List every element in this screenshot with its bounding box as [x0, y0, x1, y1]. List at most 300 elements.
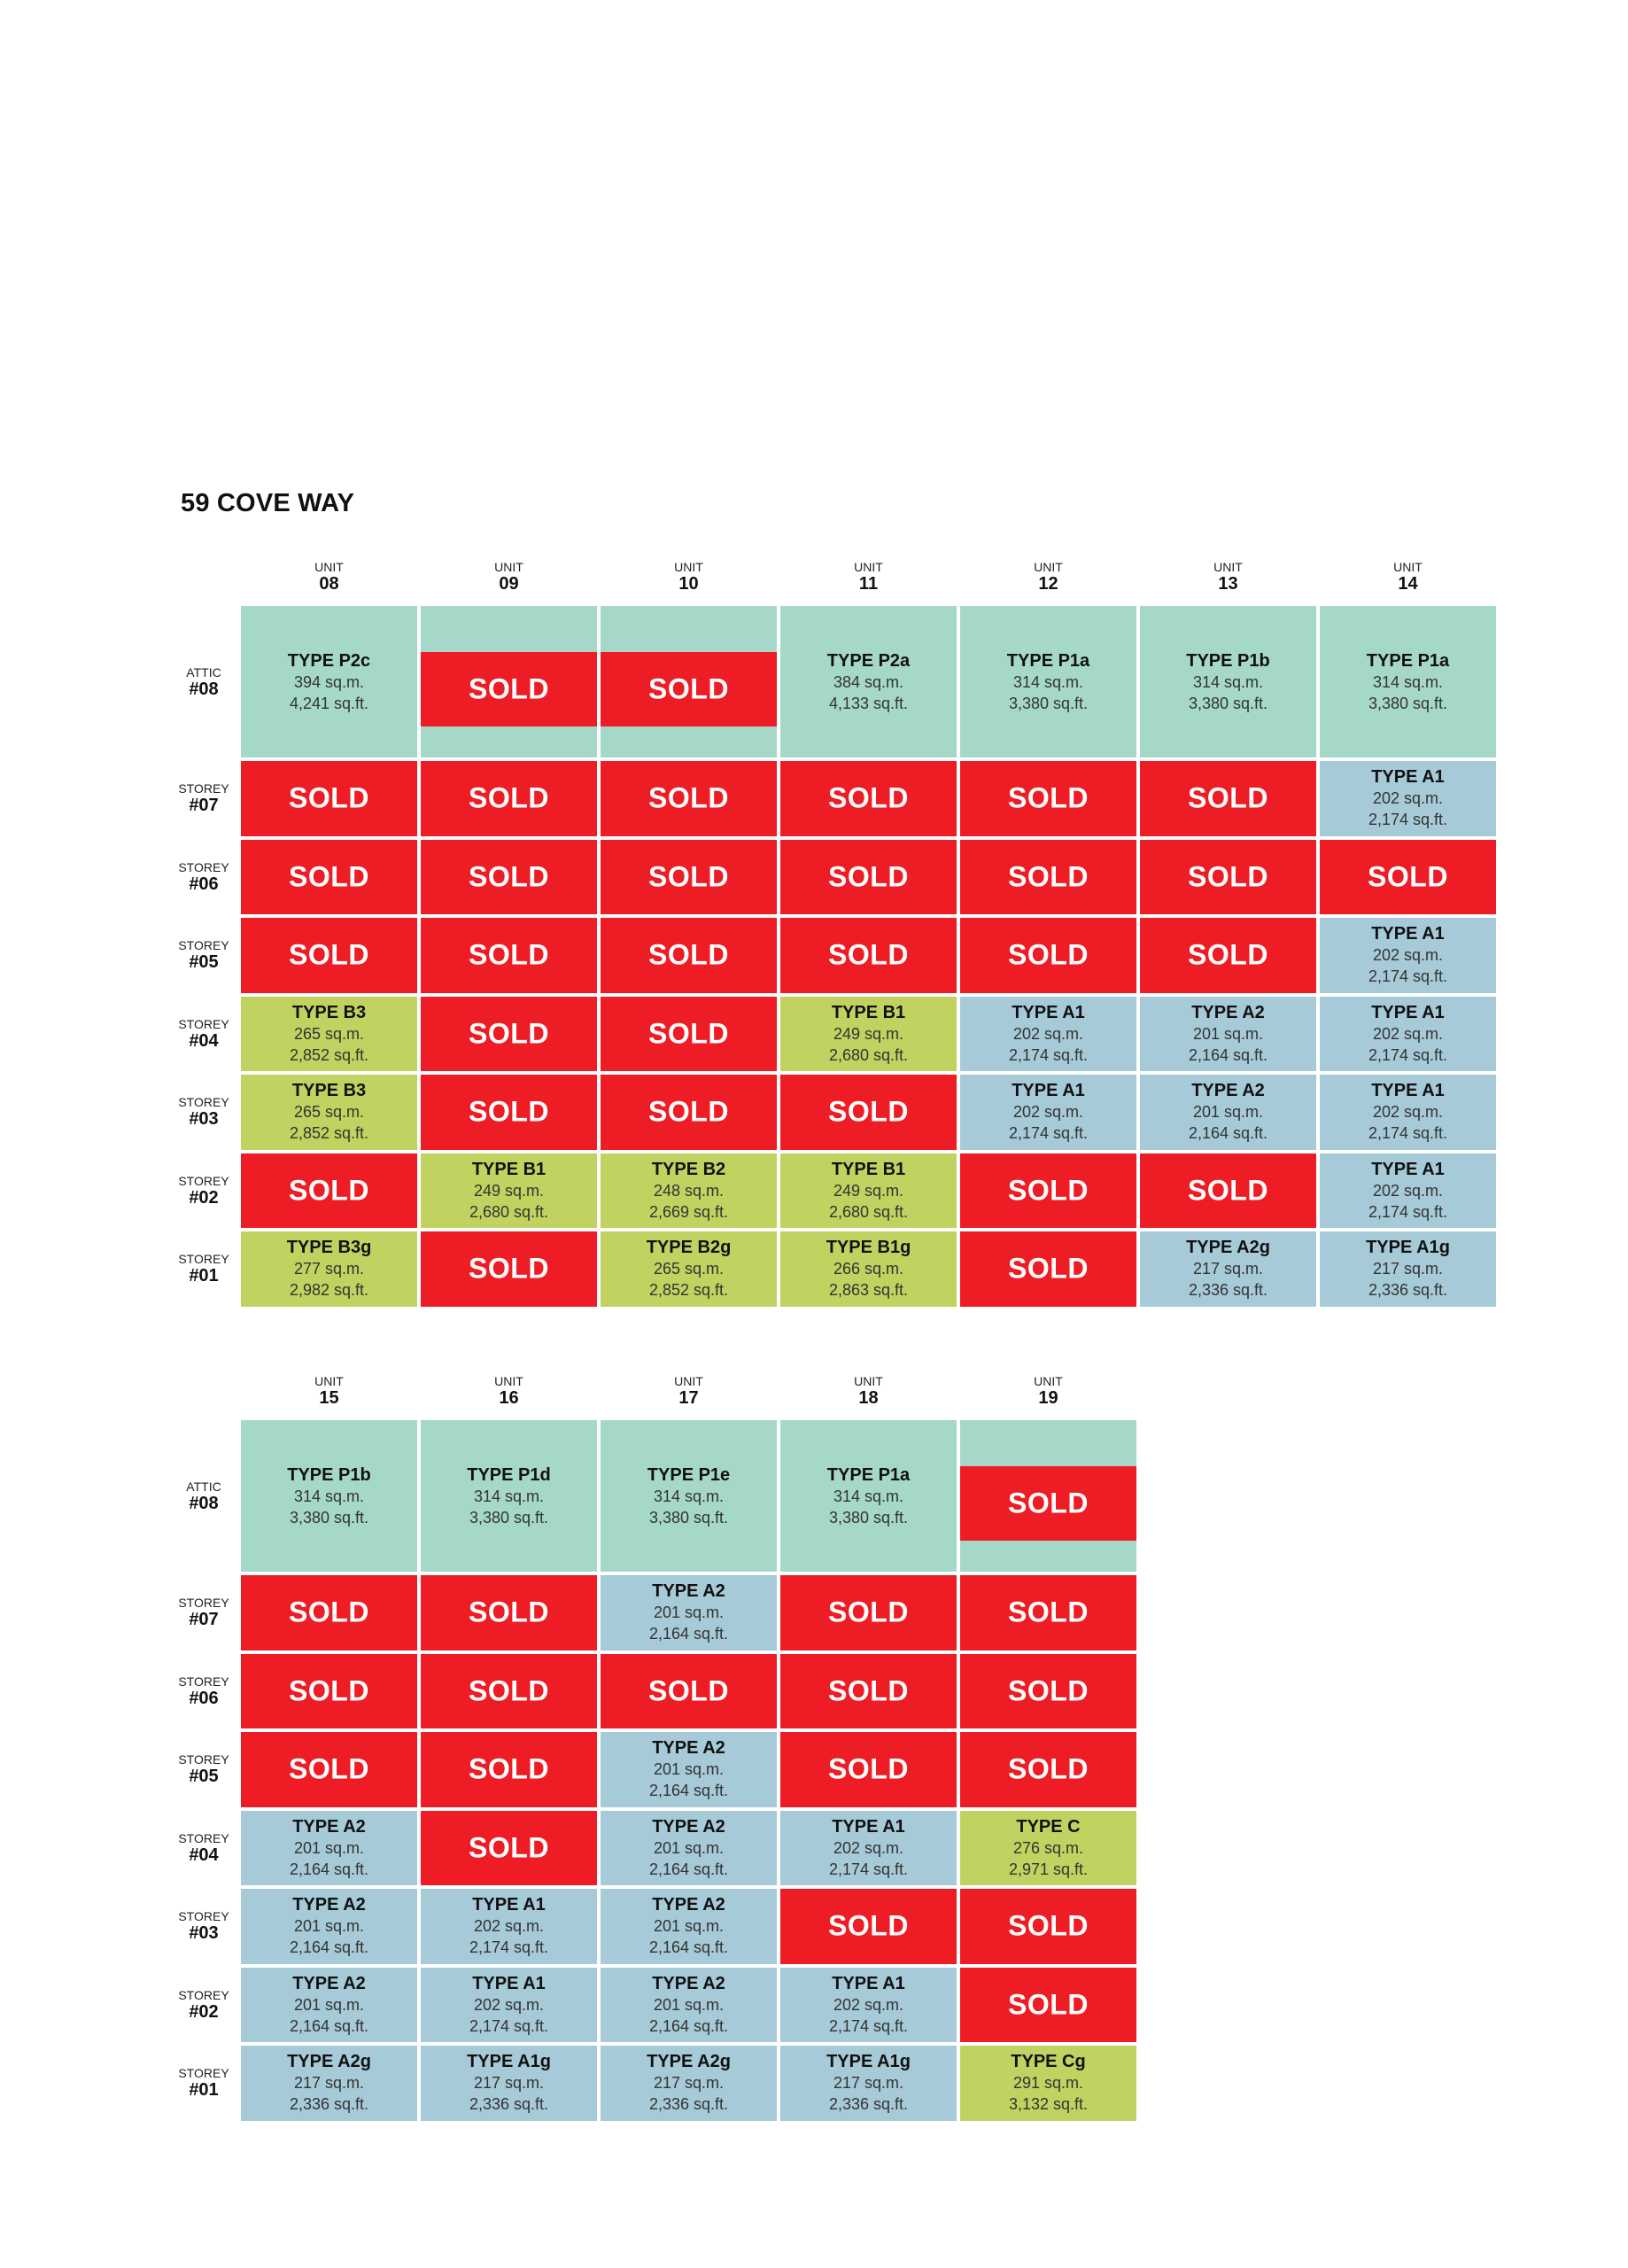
unit-info — [780, 1816, 957, 1880]
unit-area-sqft: 2,164 sq.ft. — [648, 2016, 729, 2035]
unit-cell-available[interactable] — [958, 1073, 1138, 1152]
unit-cell-available[interactable] — [419, 1966, 599, 2045]
sold-label: SOLD — [1368, 860, 1448, 893]
unit-word-label: UNIT — [1213, 560, 1243, 574]
unit-info — [421, 2051, 597, 2115]
unit-cell-sold[interactable] — [599, 1652, 779, 1731]
unit-area-sqft: 4,241 sq.ft. — [289, 694, 369, 712]
unit-type: TYPE P1a — [826, 1464, 911, 1485]
unit-cell-sold[interactable] — [239, 838, 419, 917]
unit-cell-available[interactable] — [239, 604, 419, 759]
level-number: #06 — [189, 1688, 219, 1708]
storey-row-label — [168, 1988, 239, 2022]
unit-header — [239, 1374, 419, 1408]
unit-cell-available[interactable] — [779, 1966, 958, 2045]
level-kind-label: STOREY — [178, 781, 229, 796]
sold-label: SOLD — [828, 1596, 909, 1628]
sold-label: SOLD — [828, 1674, 909, 1707]
unit-cell-sold[interactable] — [958, 759, 1138, 838]
unit-area-sqft: 2,164 sq.ft. — [289, 1938, 369, 1957]
unit-area-sqm: 217 sq.m. — [1192, 1260, 1264, 1278]
sold-label: SOLD — [469, 1752, 549, 1785]
sold-label: SOLD — [1008, 1487, 1089, 1519]
unit-cell-sold[interactable] — [419, 916, 599, 995]
storey-row-label — [168, 2066, 239, 2100]
unit-cell-available[interactable] — [779, 1152, 958, 1231]
level-number: #03 — [189, 1923, 219, 1944]
unit-area-sqm: 265 sq.m. — [293, 1103, 365, 1122]
unit-cell-available[interactable] — [1318, 759, 1498, 838]
unit-info — [960, 2051, 1136, 2115]
sold-banner — [421, 652, 597, 726]
unit-area-sqm: 201 sq.m. — [1192, 1024, 1264, 1043]
unit-cell-sold[interactable] — [239, 1152, 419, 1231]
level-kind-label: STOREY — [178, 1596, 229, 1611]
unit-info — [1320, 1002, 1496, 1066]
unit-area-sqm: 314 sq.m. — [1372, 672, 1444, 691]
unit-cell-sold[interactable] — [958, 1418, 1138, 1573]
sold-label: SOLD — [828, 781, 909, 814]
unit-info — [241, 1973, 417, 2037]
unit-cell-sold[interactable] — [958, 1152, 1138, 1231]
level-number: #08 — [189, 679, 219, 699]
unit-cell-sold[interactable] — [779, 1652, 958, 1731]
unit-cell-available[interactable] — [419, 2044, 599, 2123]
unit-type: TYPE B3 — [291, 1002, 367, 1022]
unit-cell-available[interactable] — [239, 1073, 419, 1152]
sold-label: SOLD — [1188, 781, 1268, 814]
unit-type: TYPE A1g — [467, 2052, 551, 2072]
unit-info — [601, 1464, 777, 1528]
unit-cell-available[interactable] — [958, 604, 1138, 759]
storey-row-label — [168, 1174, 239, 1208]
unit-area-sqft: 2,174 sq.ft. — [1368, 811, 1448, 829]
unit-cell-sold[interactable] — [239, 916, 419, 995]
unit-area-sqm: 314 sq.m. — [1192, 672, 1264, 691]
unit-area-sqft: 2,669 sq.ft. — [648, 1202, 729, 1221]
unit-cell-available[interactable] — [599, 1573, 779, 1652]
unit-number: 08 — [319, 574, 339, 594]
unit-cell-available[interactable] — [239, 1230, 419, 1309]
storey-row-label — [168, 1909, 239, 1943]
sold-label: SOLD — [828, 1909, 909, 1942]
unit-type: TYPE A1 — [1012, 1081, 1085, 1101]
unit-area-sqm: 277 sq.m. — [293, 1260, 365, 1278]
sold-label: SOLD — [648, 1017, 729, 1050]
unit-cell-available[interactable] — [1318, 1073, 1498, 1152]
unit-info — [960, 650, 1136, 714]
unit-area-sqm: 314 sq.m. — [1012, 672, 1084, 691]
unit-info — [241, 1237, 417, 1301]
unit-cell-sold[interactable] — [419, 1073, 599, 1152]
unit-area-sqft: 2,680 sq.ft. — [828, 1202, 909, 1221]
level-kind-label: STOREY — [178, 1095, 229, 1110]
unit-cell-sold[interactable] — [239, 1652, 419, 1731]
unit-area-sqft: 3,380 sq.ft. — [469, 1508, 549, 1526]
unit-cell-available[interactable] — [599, 2044, 779, 2123]
sold-label: SOLD — [1188, 860, 1268, 893]
unit-area-sqft: 2,336 sq.ft. — [1368, 1281, 1448, 1300]
unit-area-sqft: 2,174 sq.ft. — [469, 2016, 549, 2035]
unit-number: 13 — [1218, 574, 1238, 594]
unit-cell-available[interactable] — [779, 1418, 958, 1573]
attic-row-label — [168, 1480, 239, 1513]
unit-type: TYPE A2 — [652, 1816, 725, 1837]
level-kind-label: ATTIC — [186, 1479, 221, 1494]
unit-type: TYPE B2g — [646, 1238, 732, 1258]
unit-number: 16 — [499, 1388, 519, 1408]
unit-type: TYPE B1 — [471, 1159, 547, 1179]
unit-area-sqm: 201 sq.m. — [293, 1838, 365, 1857]
unit-type: TYPE A2 — [652, 1738, 725, 1759]
storey-row-label — [168, 938, 239, 972]
unit-cell-sold[interactable] — [1138, 759, 1318, 838]
unit-cell-available[interactable] — [1138, 995, 1318, 1074]
unit-area-sqft: 2,863 sq.ft. — [828, 1281, 909, 1300]
storey-row-label — [168, 1752, 239, 1786]
unit-cell-available[interactable] — [1318, 916, 1498, 995]
unit-cell-sold[interactable] — [958, 1573, 1138, 1652]
unit-area-sqm: 202 sq.m. — [1372, 789, 1444, 808]
unit-type: TYPE B3g — [286, 1238, 372, 1258]
unit-cell-sold[interactable] — [1138, 916, 1318, 995]
unit-cell-available[interactable] — [599, 1230, 779, 1309]
unit-area-sqft: 3,380 sq.ft. — [1008, 694, 1089, 712]
unit-cell-sold[interactable] — [779, 838, 958, 917]
unit-info — [1140, 1002, 1316, 1066]
unit-info — [421, 1973, 597, 2037]
level-kind-label: STOREY — [178, 938, 229, 953]
unit-cell-available[interactable] — [419, 1152, 599, 1231]
sold-label: SOLD — [289, 781, 369, 814]
unit-area-sqm: 202 sq.m. — [1012, 1103, 1084, 1122]
unit-cell-sold[interactable] — [958, 1887, 1138, 1966]
unit-area-sqft: 2,971 sq.ft. — [1008, 1860, 1089, 1878]
unit-area-sqm: 217 sq.m. — [473, 2074, 545, 2093]
sold-label: SOLD — [469, 1831, 549, 1864]
unit-cell-available[interactable] — [239, 1966, 419, 2045]
unit-info — [601, 2051, 777, 2115]
unit-type: TYPE A2 — [1191, 1002, 1265, 1022]
unit-area-sqm: 314 sq.m. — [473, 1487, 545, 1505]
unit-cell-available[interactable] — [779, 604, 958, 759]
sold-label: SOLD — [648, 1674, 729, 1707]
unit-area-sqm: 202 sq.m. — [833, 1995, 904, 2014]
unit-cell-sold[interactable] — [419, 759, 599, 838]
unit-word-label: UNIT — [494, 1374, 523, 1388]
unit-cell-available[interactable] — [419, 1887, 599, 1966]
unit-cell-sold[interactable] — [419, 1730, 599, 1809]
unit-area-sqm: 202 sq.m. — [1372, 1024, 1444, 1043]
unit-area-sqft: 2,852 sq.ft. — [289, 1124, 369, 1143]
unit-cell-sold[interactable] — [779, 1887, 958, 1966]
unit-number: 18 — [858, 1388, 879, 1408]
unit-cell-available[interactable] — [779, 2044, 958, 2123]
unit-area-sqft: 3,132 sq.ft. — [1008, 2095, 1089, 2114]
unit-cell-sold[interactable] — [239, 759, 419, 838]
level-number: #05 — [189, 1767, 219, 1787]
unit-cell-sold[interactable] — [958, 1230, 1138, 1309]
unit-cell-available[interactable] — [958, 1809, 1138, 1888]
level-kind-label: STOREY — [178, 1016, 229, 1031]
level-number: #05 — [189, 952, 219, 973]
unit-cell-available[interactable] — [239, 1887, 419, 1966]
unit-cell-sold[interactable] — [599, 838, 779, 917]
unit-cell-available[interactable] — [958, 995, 1138, 1074]
level-number: #02 — [189, 2001, 219, 2022]
unit-cell-available[interactable] — [1318, 1230, 1498, 1309]
unit-area-sqft: 2,164 sq.ft. — [648, 1782, 729, 1800]
unit-cell-available[interactable] — [1318, 604, 1498, 759]
unit-type: TYPE A2 — [292, 1816, 366, 1837]
unit-area-sqft: 2,336 sq.ft. — [828, 2095, 909, 2114]
unit-cell-available[interactable] — [1138, 1073, 1318, 1152]
level-kind-label: STOREY — [178, 1987, 229, 2002]
unit-cell-sold[interactable] — [779, 916, 958, 995]
unit-area-sqft: 2,164 sq.ft. — [289, 2016, 369, 2035]
unit-cell-available[interactable] — [419, 1418, 599, 1573]
page-title: 59 COVE WAY — [181, 489, 355, 517]
unit-cell-sold[interactable] — [599, 759, 779, 838]
unit-cell-sold[interactable] — [779, 1073, 958, 1152]
unit-area-sqm: 202 sq.m. — [833, 1838, 904, 1857]
unit-cell-sold[interactable] — [239, 1730, 419, 1809]
unit-header — [958, 1374, 1138, 1408]
unit-info — [241, 2051, 417, 2115]
unit-cell-available[interactable] — [779, 995, 958, 1074]
unit-area-sqm: 201 sq.m. — [293, 1995, 365, 2014]
level-number: #03 — [189, 1109, 219, 1130]
unit-word-label: UNIT — [854, 1374, 883, 1388]
sold-label: SOLD — [289, 1674, 369, 1707]
level-number: #07 — [189, 796, 219, 816]
unit-header — [239, 560, 419, 594]
unit-number: 12 — [1038, 574, 1058, 594]
sold-label: SOLD — [648, 781, 729, 814]
unit-cell-available[interactable] — [1138, 1230, 1318, 1309]
unit-header — [419, 1374, 599, 1408]
unit-cell-available[interactable] — [1318, 995, 1498, 1074]
unit-type: TYPE B1 — [831, 1159, 906, 1179]
unit-cell-sold[interactable] — [958, 916, 1138, 995]
sold-label: SOLD — [648, 1095, 729, 1128]
unit-cell-sold[interactable] — [599, 916, 779, 995]
level-number: #07 — [189, 1610, 219, 1630]
unit-cell-sold[interactable] — [419, 995, 599, 1074]
unit-area-sqft: 2,174 sq.ft. — [1368, 1045, 1448, 1064]
unit-cell-sold[interactable] — [599, 604, 779, 759]
unit-area-sqm: 201 sq.m. — [653, 1760, 725, 1779]
unit-word-label: UNIT — [674, 1374, 703, 1388]
unit-info — [780, 1973, 957, 2037]
unit-cell-available[interactable] — [239, 1809, 419, 1888]
unit-type: TYPE A1 — [1371, 924, 1445, 944]
unit-cell-sold[interactable] — [239, 1573, 419, 1652]
unit-area-sqft: 2,174 sq.ft. — [1008, 1124, 1089, 1143]
unit-type: TYPE B1g — [826, 1238, 911, 1258]
unit-area-sqft: 3,380 sq.ft. — [648, 1508, 729, 1526]
sold-label: SOLD — [469, 1095, 549, 1128]
sold-label: SOLD — [469, 938, 549, 971]
unit-area-sqft: 2,982 sq.ft. — [289, 1281, 369, 1300]
unit-info — [780, 650, 957, 714]
unit-type: TYPE B2 — [651, 1159, 726, 1179]
unit-cell-sold[interactable] — [779, 759, 958, 838]
unit-info — [601, 1159, 777, 1223]
unit-cell-sold[interactable] — [1138, 1152, 1318, 1231]
unit-cell-available[interactable] — [239, 2044, 419, 2123]
unit-cell-sold[interactable] — [958, 838, 1138, 917]
unit-area-sqm: 217 sq.m. — [293, 2074, 365, 2093]
unit-cell-sold[interactable] — [958, 1966, 1138, 2045]
unit-type: TYPE P1a — [1006, 650, 1090, 671]
storey-row-label — [168, 860, 239, 894]
unit-area-sqm: 314 sq.m. — [833, 1487, 904, 1505]
unit-area-sqm: 201 sq.m. — [653, 1838, 725, 1857]
sold-label: SOLD — [289, 1752, 369, 1785]
unit-cell-available[interactable] — [599, 1887, 779, 1966]
unit-info — [601, 1973, 777, 2037]
unit-area-sqft: 2,164 sq.ft. — [648, 1860, 729, 1878]
unit-area-sqft: 2,174 sq.ft. — [1368, 1124, 1448, 1143]
sold-label: SOLD — [469, 1674, 549, 1707]
unit-cell-sold[interactable] — [779, 1730, 958, 1809]
unit-cell-sold[interactable] — [1318, 838, 1498, 917]
unit-cell-sold[interactable] — [419, 1809, 599, 1888]
unit-cell-sold[interactable] — [1138, 838, 1318, 917]
unit-cell-available[interactable] — [958, 2044, 1138, 2123]
unit-cell-sold[interactable] — [599, 995, 779, 1074]
unit-info — [421, 1894, 597, 1958]
unit-area-sqm: 314 sq.m. — [293, 1487, 365, 1505]
unit-cell-sold[interactable] — [419, 1652, 599, 1731]
sold-label: SOLD — [1008, 1988, 1089, 2021]
level-number: #04 — [189, 1030, 219, 1051]
unit-type: TYPE A1 — [1012, 1002, 1085, 1022]
unit-cell-sold[interactable] — [419, 1573, 599, 1652]
level-kind-label: ATTIC — [186, 664, 221, 680]
unit-area-sqft: 2,680 sq.ft. — [469, 1202, 549, 1221]
unit-area-sqft: 2,174 sq.ft. — [828, 2016, 909, 2035]
unit-cell-sold[interactable] — [779, 1573, 958, 1652]
unit-cell-sold[interactable] — [599, 1073, 779, 1152]
unit-info — [780, 1464, 957, 1528]
unit-cell-sold[interactable] — [419, 838, 599, 917]
unit-cell-sold[interactable] — [958, 1652, 1138, 1731]
unit-cell-available[interactable] — [599, 1418, 779, 1573]
unit-type: TYPE A1 — [1371, 767, 1445, 788]
unit-area-sqm: 202 sq.m. — [1372, 946, 1444, 965]
unit-info — [601, 1894, 777, 1958]
level-kind-label: STOREY — [178, 1752, 229, 1767]
sold-label: SOLD — [289, 1174, 369, 1207]
unit-type: TYPE A1g — [1366, 1238, 1450, 1258]
unit-word-label: UNIT — [854, 560, 883, 574]
unit-info — [421, 1159, 597, 1223]
unit-cell-sold[interactable] — [419, 1230, 599, 1309]
storey-row-label — [168, 1095, 239, 1129]
unit-type: TYPE A1 — [1371, 1002, 1445, 1022]
unit-cell-available[interactable] — [1138, 604, 1318, 759]
unit-info — [1320, 650, 1496, 714]
level-kind-label: STOREY — [178, 1173, 229, 1188]
unit-cell-available[interactable] — [779, 1809, 958, 1888]
unit-cell-sold[interactable] — [419, 604, 599, 759]
unit-number: 19 — [1038, 1388, 1058, 1408]
sold-label: SOLD — [1008, 1596, 1089, 1628]
unit-cell-available[interactable] — [599, 1809, 779, 1888]
sold-label: SOLD — [1008, 1174, 1089, 1207]
sold-label: SOLD — [648, 938, 729, 971]
unit-cell-available[interactable] — [599, 1730, 779, 1809]
unit-type: TYPE B1 — [831, 1002, 906, 1022]
unit-info — [601, 1581, 777, 1644]
unit-cell-available[interactable] — [1318, 1152, 1498, 1231]
unit-info — [241, 1080, 417, 1144]
unit-area-sqft: 2,174 sq.ft. — [469, 1938, 549, 1957]
unit-info — [960, 1816, 1136, 1880]
unit-cell-available[interactable] — [239, 995, 419, 1074]
unit-cell-available[interactable] — [599, 1966, 779, 2045]
sold-label: SOLD — [1008, 781, 1089, 814]
unit-type: TYPE A2 — [652, 1581, 725, 1602]
unit-area-sqft: 4,133 sq.ft. — [828, 694, 909, 712]
unit-area-sqm: 217 sq.m. — [833, 2074, 904, 2093]
unit-type: TYPE A1 — [1371, 1081, 1445, 1101]
unit-type: TYPE A2 — [1191, 1081, 1265, 1101]
unit-info — [601, 1237, 777, 1301]
sold-label: SOLD — [1008, 860, 1089, 893]
unit-cell-available[interactable] — [599, 1152, 779, 1231]
unit-area-sqft: 3,380 sq.ft. — [289, 1508, 369, 1526]
unit-area-sqft: 2,164 sq.ft. — [648, 1938, 729, 1957]
sold-label: SOLD — [1188, 938, 1268, 971]
unit-area-sqft: 2,164 sq.ft. — [289, 1860, 369, 1878]
sold-label: SOLD — [469, 860, 549, 893]
unit-area-sqm: 217 sq.m. — [653, 2074, 725, 2093]
unit-area-sqft: 2,852 sq.ft. — [648, 1281, 729, 1300]
level-number: #01 — [189, 2080, 219, 2101]
unit-cell-available[interactable] — [779, 1230, 958, 1309]
attic-row-label — [168, 665, 239, 699]
storey-row-label — [168, 1596, 239, 1629]
sold-label: SOLD — [828, 1752, 909, 1785]
unit-type: TYPE P1a — [1366, 650, 1450, 671]
unit-word-label: UNIT — [1393, 560, 1423, 574]
unit-type: TYPE A2 — [292, 1895, 366, 1915]
unit-info — [780, 1159, 957, 1223]
unit-number: 17 — [678, 1388, 699, 1408]
unit-number: 15 — [319, 1388, 339, 1408]
unit-number: 10 — [678, 574, 699, 594]
unit-info — [1140, 1237, 1316, 1301]
unit-info — [1140, 1080, 1316, 1144]
unit-type: TYPE A1 — [472, 1973, 546, 1993]
unit-info — [960, 1080, 1136, 1144]
unit-cell-sold[interactable] — [958, 1730, 1138, 1809]
unit-area-sqm: 291 sq.m. — [1012, 2074, 1084, 2093]
unit-type: TYPE P1d — [467, 1464, 551, 1485]
unit-cell-available[interactable] — [239, 1418, 419, 1573]
unit-area-sqm: 202 sq.m. — [1372, 1103, 1444, 1122]
unit-area-sqft: 2,336 sq.ft. — [648, 2095, 729, 2114]
unit-header — [1138, 560, 1318, 594]
storey-row-label — [168, 1017, 239, 1051]
unit-area-sqm: 202 sq.m. — [473, 1995, 545, 2014]
unit-area-sqft: 2,852 sq.ft. — [289, 1045, 369, 1064]
unit-area-sqm: 201 sq.m. — [1192, 1103, 1264, 1122]
unit-area-sqm: 201 sq.m. — [653, 1995, 725, 2014]
